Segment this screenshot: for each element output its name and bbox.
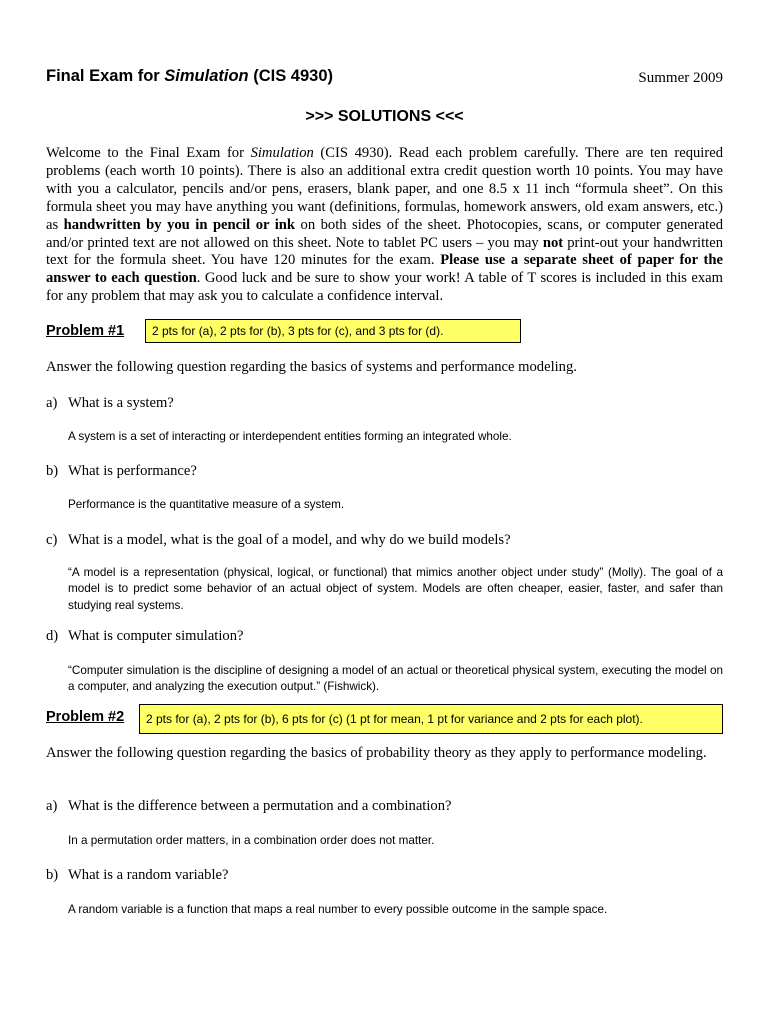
question-letter: d) <box>46 628 59 644</box>
problem-2-heading: Problem #2 <box>46 709 125 725</box>
question-letter: b) <box>46 867 59 883</box>
intro-course-name: Simulation <box>250 145 314 161</box>
intro-text-5: . Good luck and be sure to show your work! A table of T scores is included in this exam for any problem that may ask you to calculate a confidence interval. <box>46 270 724 305</box>
title-prefix: Final Exam for <box>46 67 165 85</box>
intro-separate-sheet-emphasis: Please use a separate sheet of paper for the answer to each question <box>46 252 724 287</box>
question-text: What is computer simulation? <box>68 628 244 644</box>
problem-1-heading: Problem #1 <box>46 323 125 339</box>
intro-text-1: Welcome to the Final Exam for <box>46 145 251 161</box>
question-letter: c) <box>46 532 58 548</box>
intro-text-2: (CIS 4930). Read each problem carefully. There are ten required problems (each worth 10 points). There is also an additional extra credit question worth 10 points. You may have with you a calculator, pencils and/or pens, erasers, blank paper, and one 8.5 x 11 inch “formula sheet”. On this formula sheet you may have anything you want (definitions, formulas, homework answers, old exam answers, etc.) as <box>46 145 723 233</box>
problem-2-question-b <box>46 867 228 884</box>
problem-1-answer-c: “A model is a representation (physical, logical, or functional) that mimics another object under study” (Molly). The goal of a model is to predict some behavior of an actual object of system. Models are often cheaper, easier, faster, and safer than studying real systems. <box>68 566 723 612</box>
title-suffix: (CIS 4930) <box>248 67 333 85</box>
question-text: What is performance? <box>68 463 197 479</box>
question-letter: a) <box>46 395 58 411</box>
question-text: What is a random variable? <box>68 867 229 883</box>
question-text: What is a system? <box>68 395 174 411</box>
problem-1-question-d <box>46 628 244 645</box>
problem-1-question-c <box>46 532 511 549</box>
problem-2-answer-b: A random variable is a function that maps a real number to every possible outcome in the sample space. <box>68 903 608 916</box>
intro-text-4: print-out your handwritten text for the formula sheet. You have 120 minutes for the exam. <box>46 234 723 269</box>
problem-2-prompt: Answer the following question regarding the basics of probability theory as they apply to performance modeling. <box>46 745 707 761</box>
problem-1-answer-d: “Computer simulation is the discipline of designing a model of an actual or theoretical physical system, executing the model on a computer, and analyzing the execution output.” (Fishwick). <box>68 664 723 694</box>
intro-not-emphasis: not <box>542 234 564 251</box>
question-text: What is a model, what is the goal of a model, and why do we build models? <box>68 532 511 548</box>
exam-title <box>46 67 333 86</box>
title-course-name: Simulation <box>164 67 249 85</box>
problem-1-prompt: Answer the following question regarding the basics of systems and performance modeling. <box>46 359 577 375</box>
problem-1-question-b <box>46 463 197 480</box>
header <box>46 67 723 91</box>
exam-term: Summer 2009 <box>638 70 723 86</box>
problem-1-answer-a: A system is a set of interacting or interdependent entities forming an integrated whole. <box>68 430 512 443</box>
problem-2-answer-a: In a permutation order matters, in a combination order does not matter. <box>68 834 435 847</box>
intro-paragraph <box>46 145 723 306</box>
question-letter: b) <box>46 463 59 479</box>
problem-1-points-box: 2 pts for (a), 2 pts for (b), 3 pts for (c), and 3 pts for (d). <box>145 319 521 343</box>
problem-1-question-a <box>46 395 174 412</box>
question-text: What is the difference between a permutation and a combination? <box>68 798 452 814</box>
solutions-heading: >>> SOLUTIONS <<< <box>305 108 464 125</box>
problem-2-question-a <box>46 798 451 815</box>
question-letter: a) <box>46 798 58 814</box>
intro-handwritten-emphasis: handwritten by you in pencil or ink <box>63 216 296 233</box>
problem-2-points-box: 2 pts for (a), 2 pts for (b), 6 pts for (c) (1 pt for mean, 1 pt for variance and 2 pts for each plot). <box>139 704 723 734</box>
problem-1-answer-b: Performance is the quantitative measure of a system. <box>68 498 345 511</box>
intro-text-3: on both sides of the sheet. Photocopies, scans, or computer generated and/or printed text are not allowed on this sheet. Note to tablet PC users – you may <box>46 216 724 251</box>
